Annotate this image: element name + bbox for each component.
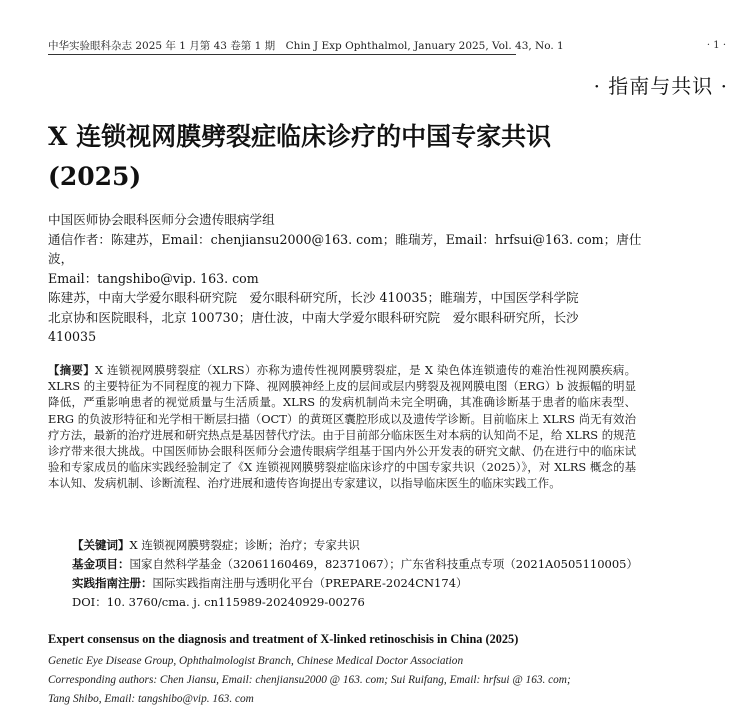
keywords	[72, 537, 652, 553]
author-group: 中国医师协会眼科医师分会遗传眼病学组	[48, 212, 275, 227]
registration-label: 实践指南注册：	[72, 576, 153, 590]
corresponding-authors-cont: Email：tangshibo@vip. 163. com	[48, 270, 259, 286]
paper-title-line-2: (2025)	[48, 162, 142, 191]
english-title: Expert consensus on the diagnosis and treatment of X-linked retinoschisis in China (2025)	[48, 632, 519, 646]
affiliation-block	[48, 210, 648, 347]
institutions-line-1: 陈建苏，中南大学爱尔眼科研究院 爱尔眼科研究所，长沙 410035；睢瑞芳，中国医学科学院	[48, 290, 579, 305]
institutions-line-2: 北京协和医院眼科，北京 100730；唐仕波，中南大学爱尔眼科研究院 爱尔眼科研究所，长沙	[48, 309, 579, 325]
page-number: · 1 ·	[706, 40, 726, 51]
journal-header: 中华实验眼科杂志 2025 年 1 月第 43 卷第 1 期 Chin J Exp Ophthalmol, January 2025, Vol. 43, No. 1	[48, 40, 564, 52]
doi[interactable]: DOI：10. 3760/cma. j. cn115989-20240929-00276	[72, 595, 365, 609]
english-group: Genetic Eye Disease Group, Ophthalmologist Branch, Chinese Medical Doctor Association	[48, 655, 464, 667]
abstract-text: X 连锁视网膜劈裂症（XLRS）亦称为遗传性视网膜劈裂症，是 X 染色体连锁遗传的难治性视网膜疾病。XLRS 的主要特征为不同程度的视力下降、视网膜神经上皮的层间或层内劈裂及视网膜电图（ERG）b 波振幅的明显降低，严重影响患者的视觉质量与生活质量。XLRS 的发病机制尚未完全明确，其准确诊断基于患者的临床表型、ERG 的负波形特征和光学相干断层扫描（OCT）的黄斑区囊腔形成以及遗传学诊断。目前临床上 XLRS 尚无有效治疗方法，最新的治疗进展和研究热点是基因替代疗法。由于目前部分临床医生对本病的认知尚不足，给 XLRS 的规范诊疗带来很大挑战。中国医师协会眼科医师分会遗传眼病学组基于国内外公开发表的研究文献、仍在进行中的临床试验和专家成员的临床实践经验制定了《X 连锁视网膜劈裂症临床诊疗的中国专家共识（2025）》，对 XLRS 概念的基本认知、发病机制、诊断流程、治疗进展和遗传咨询提出专家建议，以指导临床医生的临床实践工作。	[48, 363, 636, 491]
funding-label: 基金项目：	[72, 557, 130, 571]
registration	[72, 575, 652, 591]
registration-text: 国际实践指南注册与透明化平台（PREPARE-2024CN174）	[152, 576, 468, 590]
paper-title	[48, 117, 698, 197]
corresponding-authors: 通信作者：陈建苏，Email：chenjiansu2000@163. com；睢瑞芳，Email：hrfsui@163. com；唐仕波，	[48, 231, 642, 266]
keywords-text: X 连锁视网膜劈裂症；诊断；治疗；专家共识	[129, 538, 360, 552]
abstract-label: 【摘要】	[48, 363, 95, 377]
funding-text: 国家自然科学基金（32061160469，82371067）；广东省科技重点专项（2021A0505110005）	[129, 557, 639, 571]
paper-title-line-1: X 连锁视网膜劈裂症临床诊疗的中国专家共识	[48, 122, 552, 151]
institutions-line-3: 410035	[48, 329, 97, 344]
funding	[72, 556, 652, 572]
abstract	[48, 362, 636, 492]
keywords-label: 【关键词】	[72, 538, 130, 552]
header-rule	[48, 54, 516, 55]
english-meta	[48, 652, 688, 710]
english-corresponding-cont: Tang Shibo, Email: tangshibo@vip. 163. com	[48, 693, 254, 706]
english-corresponding: Corresponding authors: Chen Jiansu, Email: chenjiansu2000 @ 163. com; Sui Ruifang, Email: hrfsui @ 163. com;	[48, 674, 571, 687]
section-label: · 指南与共识 ·	[593, 74, 728, 98]
